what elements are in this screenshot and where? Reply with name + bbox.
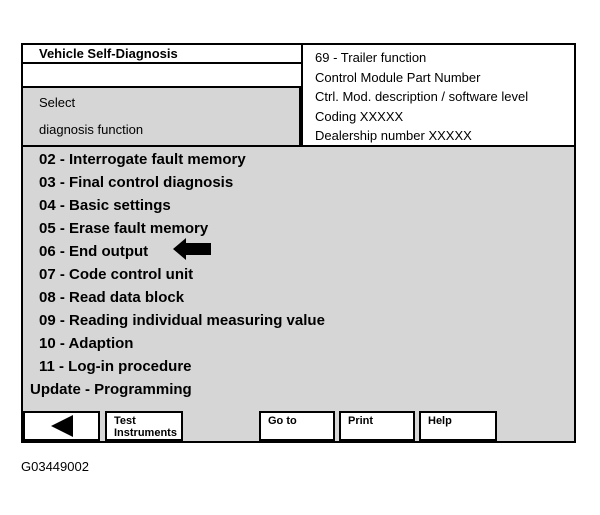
header-divider-vertical	[301, 45, 303, 145]
select-prompt-line1: Select	[39, 95, 76, 110]
test-instruments-button[interactable]	[105, 411, 183, 441]
print-label: Print	[348, 415, 374, 427]
info-address: 69 - Trailer function	[315, 50, 427, 65]
select-prompt	[23, 88, 301, 145]
menu-item-code-control-unit[interactable]: 07 - Code control unit	[39, 266, 194, 283]
go-to-label: Go to	[268, 415, 297, 427]
print-button[interactable]	[339, 411, 415, 441]
diagnosis-screen	[21, 43, 576, 443]
figure-id: G03449002	[21, 459, 89, 474]
help-label: Help	[428, 415, 452, 427]
go-to-button[interactable]	[259, 411, 335, 441]
menu-item-update-programming[interactable]: Update - Programming	[30, 381, 192, 398]
menu-item-interrogate-fault-memory[interactable]: 02 - Interrogate fault memory	[39, 151, 246, 168]
menu-item-basic-settings[interactable]: 04 - Basic settings	[39, 197, 171, 214]
info-description: Ctrl. Mod. description / software level	[315, 89, 529, 105]
menu-item-log-in-procedure[interactable]: 11 - Log-in procedure	[39, 358, 192, 375]
info-dealership: Dealership number XXXXX	[315, 128, 472, 144]
test-instruments-label-line2: Instruments	[114, 427, 177, 439]
menu-item-reading-measuring-value[interactable]: 09 - Reading individual measuring value	[39, 312, 325, 329]
menu-item-final-control-diagnosis[interactable]: 03 - Final control diagnosis	[39, 174, 234, 191]
control-module-info	[315, 48, 528, 146]
header-left-panel	[23, 45, 303, 145]
help-button[interactable]	[419, 411, 497, 441]
back-triangle-icon	[51, 415, 73, 437]
blank-field	[23, 66, 301, 88]
menu-item-erase-fault-memory[interactable]: 05 - Erase fault memory	[39, 220, 209, 237]
select-prompt-line2: diagnosis function	[39, 122, 144, 137]
menu-item-end-output[interactable]: 06 - End output	[39, 243, 149, 260]
test-instruments-label-line1: Test	[114, 415, 136, 427]
info-coding: Coding XXXXX	[315, 108, 404, 124]
left-arrow-icon	[173, 238, 211, 260]
back-button[interactable]	[23, 411, 100, 441]
function-menu-area	[23, 147, 574, 441]
menu-item-read-data-block[interactable]: 08 - Read data block	[39, 289, 185, 306]
info-part-number: Control Module Part Number	[315, 69, 481, 85]
screen-title: Vehicle Self-Diagnosis	[23, 45, 301, 64]
menu-item-adaption[interactable]: 10 - Adaption	[39, 335, 134, 352]
